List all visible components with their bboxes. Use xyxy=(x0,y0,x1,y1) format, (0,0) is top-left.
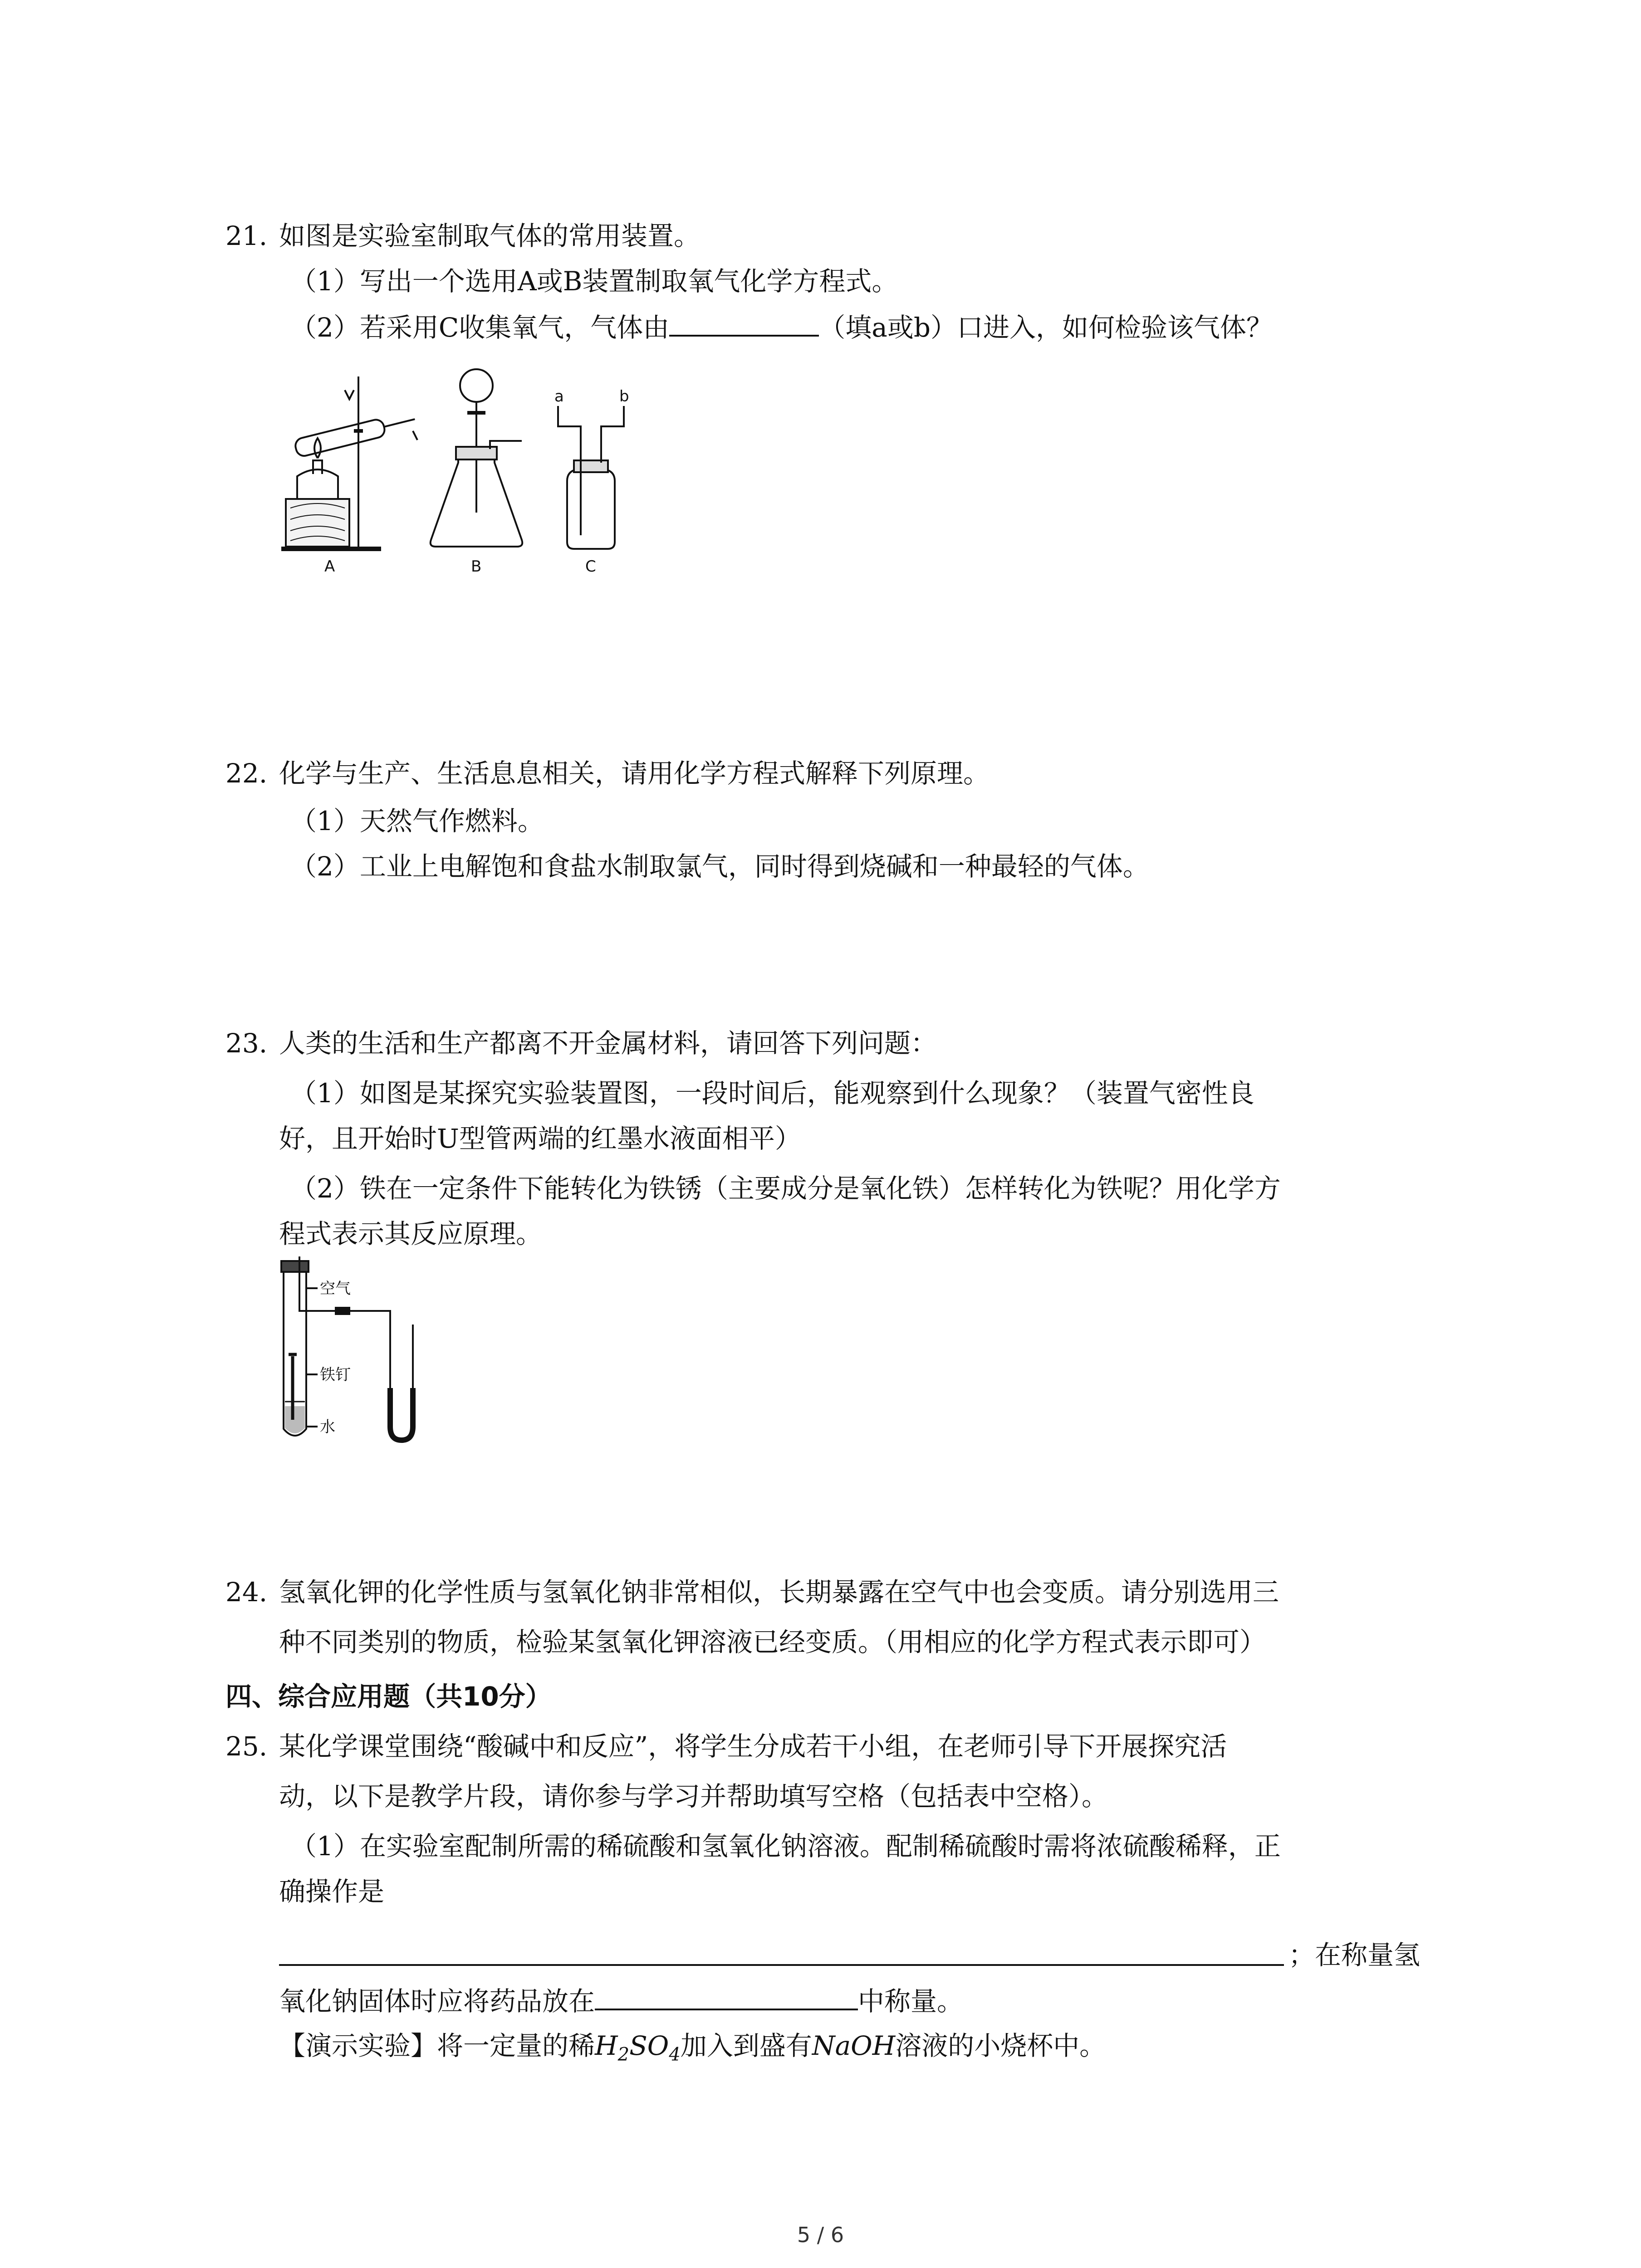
q23-stem: 人类的生活和生产都离不开金属材料，请回答下列问题： xyxy=(279,1028,937,1059)
formula-so: SO xyxy=(629,2030,669,2061)
q21-part1: （1）写出一个选用A或B装置制取氧气化学方程式。 xyxy=(290,266,898,297)
q23-number: 23. xyxy=(225,1028,268,1059)
q25-demo-text-b: 加入到盛有 xyxy=(680,2030,812,2061)
q25-part1-line3-tail: ；在称量氢 xyxy=(1288,1940,1421,1970)
fig-label-b: B xyxy=(471,557,482,576)
q21-part2-text-b: （填a或b）口进入，如何检验该气体？ xyxy=(819,312,1273,343)
fig-label-air: 空气 xyxy=(320,1280,351,1298)
q25-number: 25. xyxy=(225,1731,268,1762)
q24-line2: 种不同类别的物质，检验某氢氧化钾溶液已经变质。（用相应的化学方程式表示即可） xyxy=(279,1627,1266,1657)
formula-sub-4: 4 xyxy=(669,2044,681,2065)
q22-part2: （2）工业上电解饱和食盐水制取氯气，同时得到烧碱和一种最轻的气体。 xyxy=(290,851,1149,882)
q25-part1-line2: 确操作是 xyxy=(279,1876,385,1907)
q21-answer-blank[interactable] xyxy=(669,308,819,337)
q21-part2-text-a: （2）若采用C收集氧气，气体由 xyxy=(290,312,670,343)
fig-label-water: 水 xyxy=(320,1418,335,1436)
fig-label-port-b: b xyxy=(619,387,629,406)
fig-label-nail: 铁钉 xyxy=(320,1366,351,1384)
q21-number: 21. xyxy=(225,220,268,251)
q25-demo-text-c: 溶液的小烧杯中。 xyxy=(895,2030,1106,2061)
section-4-title: 四、综合应用题（共10分） xyxy=(225,1681,552,1712)
q21-stem: 如图是实验室制取气体的常用装置。 xyxy=(279,220,700,251)
q23-rusting-apparatus-figure xyxy=(272,1252,463,1452)
q23-part1-line1: （1）如图是某探究实验装置图，一段时间后，能观察到什么现象？（装置气密性良 xyxy=(290,1078,1254,1109)
q24-number: 24. xyxy=(225,1577,268,1608)
q25-part1-line4-text-b: 中称量。 xyxy=(858,1986,964,2017)
q21-part2 xyxy=(290,308,1273,346)
fig-label-a: A xyxy=(324,557,335,576)
q25-part1-line4 xyxy=(279,1982,963,2019)
q23-part2-line2: 程式表示其反应原理。 xyxy=(279,1218,543,1249)
q22-part1: （1）天然气作燃料。 xyxy=(290,806,544,836)
q21-apparatus-figure xyxy=(277,363,649,581)
q23-part2-line1: （2）铁在一定条件下能转化为铁锈（主要成分是氧化铁）怎样转化为铁呢？用化学方 xyxy=(290,1173,1281,1204)
page-number: 5 / 6 xyxy=(797,2223,844,2247)
q22-stem: 化学与生产、生活息息相关，请用化学方程式解释下列原理。 xyxy=(279,758,990,789)
fig-label-port-a: a xyxy=(554,387,564,406)
apparatus-b-drawing xyxy=(431,369,523,547)
q25-demo-text-a: 【演示实验】将一定量的稀 xyxy=(279,2030,595,2061)
q24-line1: 氢氧化钾的化学性质与氢氧化钠非常相似，长期暴露在空气中也会变质。请分别选用三 xyxy=(279,1577,1279,1608)
q25-demo-experiment xyxy=(279,2028,1106,2073)
q25-dilution-answer-blank[interactable] xyxy=(279,1964,1284,1966)
q25-line1: 某化学课堂围绕“酸碱中和反应”，将学生分成若干小组，在老师引导下开展探究活 xyxy=(279,1731,1227,1762)
q22-number: 22. xyxy=(225,758,268,789)
apparatus-a-drawing xyxy=(281,376,417,549)
fig-label-c: C xyxy=(585,557,596,576)
formula-naoh: NaOH xyxy=(812,2030,896,2061)
apparatus-c-drawing xyxy=(558,406,624,549)
q25-line2: 动，以下是教学片段，请你参与学习并帮助填写空格（包括表中空格）。 xyxy=(279,1781,1108,1812)
formula-h: H xyxy=(595,2030,618,2061)
formula-sub-2: 2 xyxy=(617,2044,630,2065)
q25-part1-line1: （1）在实验室配制所需的稀硫酸和氢氧化钠溶液。配制稀硫酸时需将浓硫酸稀释，正 xyxy=(290,1831,1281,1862)
q25-part1-line4-text-a: 氧化钠固体时应将药品放在 xyxy=(279,1986,595,2017)
q23-part1-line2: 好，且开始时U型管两端的红墨水液面相平） xyxy=(279,1123,801,1154)
q25-weighing-answer-blank[interactable] xyxy=(595,1982,858,2010)
